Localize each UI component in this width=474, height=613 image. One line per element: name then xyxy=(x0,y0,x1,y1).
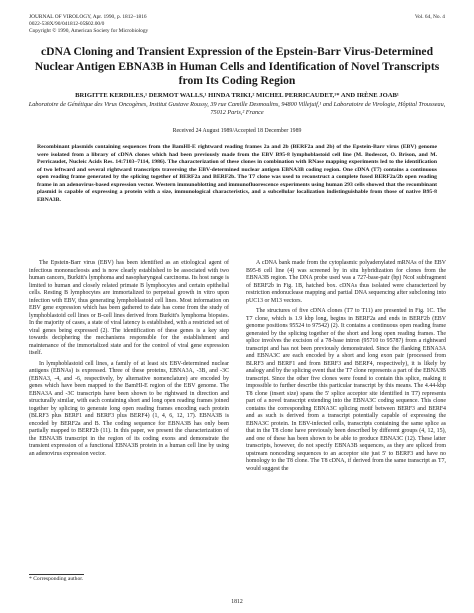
article-title: cDNA Cloning and Transient Expression of the Epstein-Barr Virus-Determined Nuclear Antigen EBNA3B in Human Cells and Identification of Novel Transcripts from Its Coding Region xyxy=(34,45,440,87)
article-abstract: Recombinant plasmids containing sequences from the BamHI-E rightward reading frames 2a and 2b (BERF2a and 2b) of the Epstein-Barr virus (EBV) genome were isolated from a library of cDNA clones which had been previously made from the EBV B95-8 lymphoblastoid cell line (M. Bodescot, O. Brison, and M. Perricaudet, Nucleic Acids Res. 14:7103–7114, 1986). The characterization of these clones in combination with RNase mapping experiments led to the identification of two leftward and several rightward transcripts traversing the EBV-determined nuclear antigen EBNA3B coding region. One cDNA (T7) contains a continuous open reading frame generated by the splicing together of BERF2a and BERF2b. The T7 clone was used to reconstruct a complete fused BERF2a/2b open reading frame in an adenovirus-based expression vector. Western immunoblotting and immunofluorescence experiments using human 293 cells showed that the recombinant plasmid is capable of expressing a protein with a size, immunological characteristics, and a subcellular localization indistinguishable from those of native B95-8 EBNA3B. xyxy=(37,144,437,203)
body-paragraph: In lymphoblastoid cell lines, a family of at least six EBV-determined nuclear antigens (EBNAs) is expressed. Three of these proteins, EBNA3A, -3B, and -3C (EBNA3, -4, and -6, respectively, by alternative nomenclature) are encoded by genes which have been mapped to the BamHI-E region of the EBV genome. The EBNA3A and -3C transcripts have been shown to be rightward in direction and structurally similar, with each containing short and long open reading frames joined together by splicing to generate long open reading frames encoding each protein (BLRF3 plus BERF1 and BERF3 plus BERF4) (1, 4, 6, 12, 17). EBNA3B is encoded by BERF2a and B. The coding sequence for EBNA3B has only been partially mapped to BERF2b (11). In this paper, we present the characterization of the EBNA3B transcript in the region of its coding exons and demonstrate the transient expression of a functional EBNA3B protein in a human cell line by using an adenovirus expression vector. xyxy=(29,360,229,457)
journal-copyright: Copyright © 1990, American Society for Microbiology xyxy=(29,28,149,34)
footnote-divider xyxy=(29,574,84,575)
received-dates: Received 24 August 1989/Accepted 18 December 1989 xyxy=(172,128,302,134)
page-number: 1812 xyxy=(231,599,243,605)
body-column-right xyxy=(246,260,446,473)
body-paragraph: The structures of five cDNA clones (T7 to T11) are presented in Fig. 1C. The T7 clone, which is 1.9 kbp long, begins in BERF2a and ends in BERF2b (EBV genome positions 95524 to 97542) (2). It contains a continuous open reading frame generated by the splicing together of the short and long open reading frames. The splice involves the excision of a 78-base intron (95710 to 95787) from a rightward transcript and has not been previously demonstrated. Since the flanking EBNA3A and EBNA3C are each encoded by a short and long exon pair (processed from BLRF3 and BERF1 and from BERF3 and BERF4, respectively), it is likely by analogy and by the splicing event that the T7 clone represents a part of the EBNA3B transcript. Since the other five clones were found to contain this splice, making it impossible to further describe this particular transcript by this means. The 4.44-kbp T8 clone (insert size) spans the 5' splice acceptor site identified in T7) represents part of a novel transcript extending into the EBNA3C coding sequence. This clone contains the corresponding EBNA3C splicing motif between BERF3 and BERF4 and as such is derived from a transcript potentially capable of expressing the EBNA3C protein. In EBV-infected cells, transcripts containing the same splice as that in the T8 clone have previously been described by different groups (4, 12, 15), and one of these has been shown to be able to produce EBNA3C (12). These latter transcripts, however, do not specify EBNA3B sequences, as they are spliced from upstream noncoding sequences to an acceptor site just 5' to BERF3 and have no homology to the T8 clone. The T8 cDNA, if derived from the same transcript as T7, would suggest the xyxy=(246,308,446,472)
body-paragraph: A cDNA bank made from the cytoplasmic polyadenylated mRNAs of the EBV B95-8 cell line (4) was screened by in situ hybridization for clones from the EBNA3B region. The DNA probe used was a 727-base-pair (bp) NcoI subfragment of BERF2b in Fig. 1B, hatched box. cDNAs thus isolated were characterized by restriction endonuclease mapping and partial DNA sequencing after subcloning into pUC13 or M13 vectors. xyxy=(246,260,446,304)
journal-volume: Vol. 64, No. 4 xyxy=(414,14,445,20)
body-paragraph: The Epstein-Barr virus (EBV) has been identified as an etiological agent of infectious mononucleosis and is now clearly established to be associated with two human cancers, Burkitt's lymphoma and nasopharyngeal carcinoma. Its host range is limited to human and closely related primate B lymphocytes and certain epithelial cells. Resting B lymphocytes are immortalized to perpetual growth in vitro upon infection with EBV, thus generating lymphoblastoid cell lines. Most information on EBV gene expression which has been gathered to date has come from the study of lymphoblastoid cell lines or B-cell lines derived from Burkitt's lymphoma biopsies. In the majority of cases, a state of viral latency is established, with a restricted set of viral genes being expressed (2). The identification of these genes is a key step towards deciphering the mechanisms responsible for the establishment and maintenance of the immortalized state and for the control of viral gene expression itself. xyxy=(29,260,229,356)
article-authors: BRIGITTE KERDILES,¹ DERMOT WALLS,¹ HINDA TRIKI,² MICHEL PERRICAUDET,¹* AND IRÈNE JOAB¹ xyxy=(75,92,399,99)
footnote: * Corresponding author. xyxy=(29,576,84,582)
journal-issn: 0022-538X/90/041812-05$02.00/0 xyxy=(29,21,105,27)
body-column-left xyxy=(29,260,229,458)
article-affiliation: Laboratoire de Génétique des Virus Oncogènes, Institut Gustave Roussy, 39 rue Camille Desmoulins, 94800 Villejuif,¹ and Laboratoire de Virologie, Hôpital Trousseau, 75012 Paris,² France xyxy=(28,101,446,117)
journal-masthead xyxy=(29,14,445,35)
journal-citation: JOURNAL OF VIROLOGY, Apr. 1990, p. 1812–1816 xyxy=(29,14,147,20)
